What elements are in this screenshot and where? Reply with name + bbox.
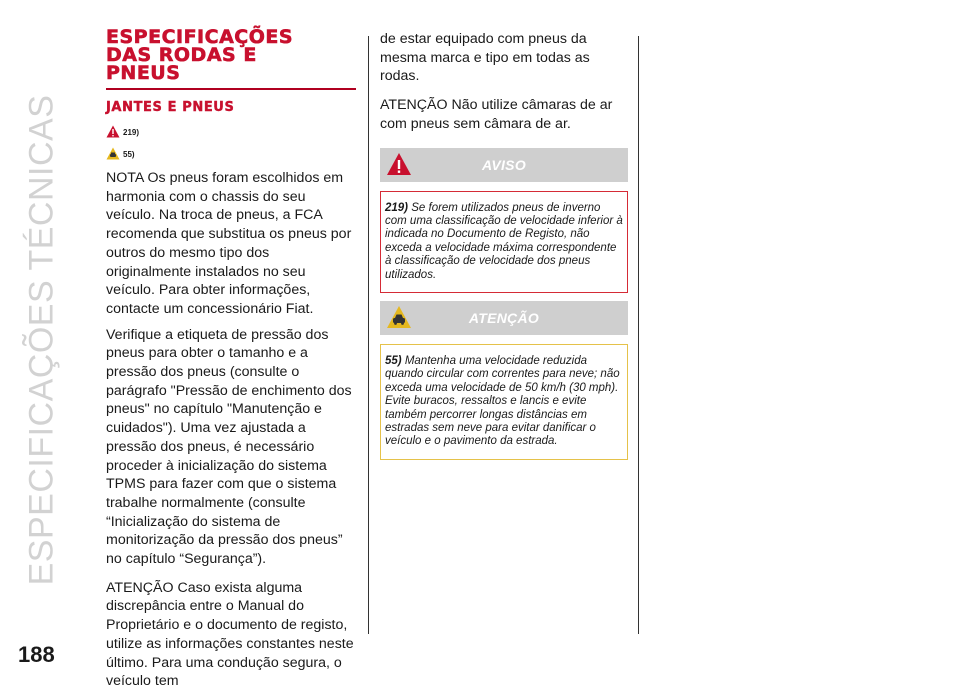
reference-label: 219) — [123, 127, 140, 137]
warning-ref: 219) — [385, 201, 409, 214]
body-paragraph: Verifique a etiqueta de pressão dos pneus para obter o tamanho e a pressão dos pneus (consulte o parágrafo "Pressão de enchimento dos pneus" no capítulo "Manutenção e cuidados"). Uma vez ajustada a pressão dos pneus, é necessário proceder à inicialização do sistema TPMS para fazer com que o sistema trabalhe normalmente (consulte “Inicialização do sistema de monitorização da pressão dos pneus” no capítulo “Segurança”). — [106, 326, 352, 568]
caution-box-title: ATENÇÃO — [468, 309, 540, 326]
section-title-line: ESPECIFICAÇÕES — [106, 26, 294, 48]
section-title-line: DAS RODAS E — [106, 44, 257, 66]
section-title-rule — [106, 88, 356, 90]
reference-label: 55) — [123, 149, 135, 159]
warning-text: Se forem utilizados pneus de inverno com uma classificação de velocidade inferior à indicada no Documento de Registo, não exceda a velocidade máxima correspondente à classificação de velocidade dos pneus utilizados. — [385, 201, 623, 281]
caution-ref: 55) — [385, 354, 402, 367]
reference-caution[interactable] — [106, 143, 356, 165]
left-column — [106, 28, 356, 698]
caution-box-body — [380, 344, 628, 460]
column-divider — [638, 36, 639, 634]
warning-triangle-icon — [106, 125, 120, 140]
page-number: 188 — [18, 642, 55, 667]
reference-warning[interactable] — [106, 121, 356, 143]
caution-box — [380, 301, 628, 460]
caution-box-header — [380, 301, 628, 335]
body-paragraph: NOTA Os pneus foram escolhidos em harmonia com o chassis do seu veículo. Na troca de pneus, a FCA recomenda que substitua os pneus por outros do mesmo tipo dos originalmente instalados no seu veículo. Para obter informações, contacte um concessionário Fiat. — [106, 170, 352, 317]
right-column — [380, 30, 628, 460]
body-paragraph: de estar equipado com pneus da mesma marca e tipo em todas as rodas. — [380, 31, 590, 85]
column-divider — [368, 36, 369, 634]
body-paragraph: ATENÇÃO Caso exista alguma discrepância entre o Manual do Proprietário e o documento de registo, utilize as informações constantes neste último. Para uma condução segura, o veículo tem — [106, 579, 354, 690]
warning-box-body — [380, 191, 628, 293]
warning-box-title: AVISO — [481, 156, 527, 173]
chapter-side-title: ESPECIFICAÇÕES TÉCNICAS — [22, 94, 61, 586]
warning-box — [380, 148, 628, 293]
caution-text: Mantenha uma velocidade reduzida quando circular com correntes para neve; não exceda uma velocidade de 50 km/h (30 mph). Evite buracos, ressaltos e lancis e evite também percorrer longas distâncias em estradas sem neve para evitar danificar o veículo e o pavimento da estrada. — [385, 354, 620, 448]
section-title — [106, 28, 356, 82]
car-caution-icon — [386, 305, 412, 334]
warning-box-header — [380, 148, 628, 182]
body-paragraph: ATENÇÃO Não utilize câmaras de ar com pneus sem câmara de ar. — [380, 97, 613, 132]
warning-triangle-icon — [386, 152, 412, 181]
section-title-line: PNEUS — [106, 62, 181, 84]
subsection-title: JANTES E PNEUS — [106, 100, 235, 115]
car-caution-icon — [106, 147, 120, 162]
